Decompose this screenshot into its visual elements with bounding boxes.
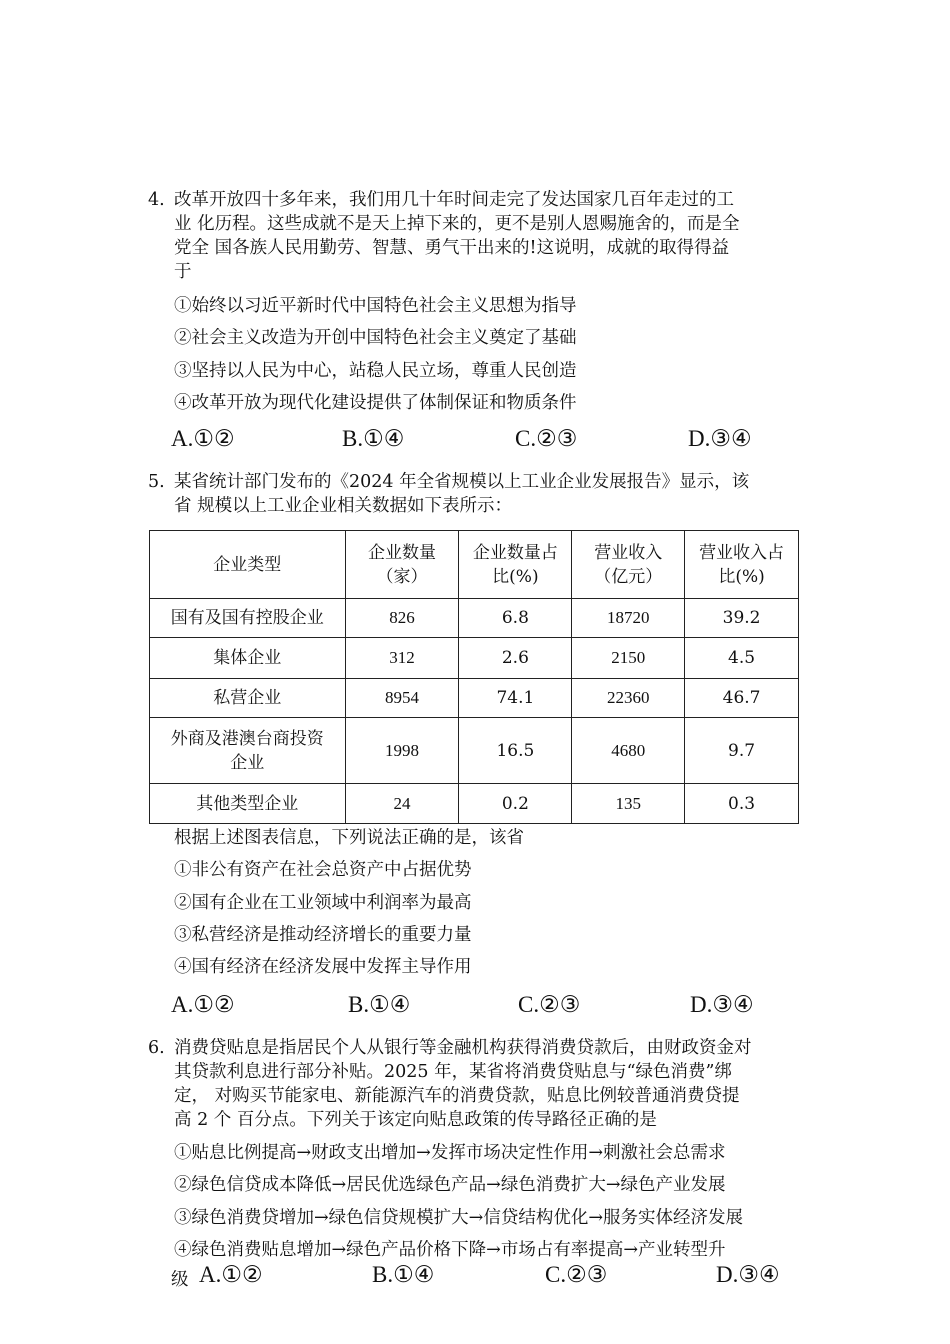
question-number: 4. [148, 190, 165, 210]
type-cell: 国有及国有控股企业 [150, 599, 346, 638]
count-cell: 826 [345, 599, 459, 638]
stem-line: 某省统计部门发布的《2024 年全省规模以上工业企业发展报告》显示，该 [174, 472, 750, 492]
stem-line: 消费贷贴息是指居民个人从银行等金融机构获得消费贷款后，由财政资金对 [174, 1038, 752, 1058]
choice-a[interactable]: A.①② [171, 992, 235, 1017]
stem-line: 其贷款利息进行部分补贴。2025 年，某省将消费贷贴息与“绿色消费”绑 [174, 1062, 732, 1082]
statement-4-wrap: 级 [171, 1270, 189, 1290]
count-pct-cell: 0.2 [459, 784, 572, 824]
statement-1: ①贴息比例提高→财政支出增加→发挥市场决定性作用→刺激社会总需求 [174, 1143, 726, 1163]
table-header-row [150, 531, 799, 599]
question-stem [174, 188, 808, 284]
header-cell: 企业类型 [150, 531, 346, 599]
revenue-pct-cell: 9.7 [685, 718, 799, 784]
enterprise-data-table [149, 530, 799, 824]
statement-1: ①非公有资产在社会总资产中占据优势 [174, 860, 472, 880]
statement-3: ③坚持以人民为中心，站稳人民立场，尊重人民创造 [174, 361, 577, 381]
header-cell: 营业收入占 比(%) [685, 531, 799, 599]
choice-b[interactable]: B.①④ [348, 992, 411, 1017]
count-cell: 24 [345, 784, 459, 824]
count-pct-cell: 16.5 [459, 718, 572, 784]
stem-line: 改革开放四十多年来，我们用几十年时间走完了发达国家几百年走过的工 [174, 190, 734, 210]
revenue-cell: 4680 [572, 718, 685, 784]
type-cell: 集体企业 [150, 638, 346, 679]
revenue-cell: 135 [572, 784, 685, 824]
revenue-cell: 2150 [572, 638, 685, 679]
choice-c[interactable]: C.②③ [518, 992, 581, 1017]
statement-3: ③私营经济是推动经济增长的重要力量 [174, 925, 472, 945]
question-6 [148, 1036, 808, 1132]
table-row [150, 599, 799, 638]
header-cell: 企业数量 （家） [345, 531, 459, 599]
choice-c[interactable]: C.②③ [515, 426, 578, 451]
choice-b[interactable]: B.①④ [372, 1262, 435, 1287]
statement-4: ④国有经济在经济发展中发挥主导作用 [174, 957, 472, 977]
statement-2: ②绿色信贷成本降低→居民优选绿色产品→绿色消费扩大→绿色产业发展 [174, 1175, 726, 1195]
question-prompt: 根据上述图表信息，下列说法正确的是，该省 [174, 828, 524, 848]
count-cell: 312 [345, 638, 459, 679]
stem-line: 党全 国各族人民用勤劳、智慧、勇气干出来的!这说明，成就的取得得益 [174, 238, 730, 258]
question-4 [148, 188, 808, 284]
statement-2: ②国有企业在工业领域中利润率为最高 [174, 893, 472, 913]
question-number: 5. [148, 472, 165, 492]
count-pct-cell: 6.8 [459, 599, 572, 638]
type-cell: 私营企业 [150, 679, 346, 718]
revenue-cell: 22360 [572, 679, 685, 718]
count-pct-cell: 74.1 [459, 679, 572, 718]
revenue-pct-cell: 46.7 [685, 679, 799, 718]
choice-c[interactable]: C.②③ [545, 1262, 608, 1287]
choice-b[interactable]: B.①④ [342, 426, 405, 451]
type-cell: 外商及港澳台商投资 企业 [150, 718, 346, 784]
count-cell: 8954 [345, 679, 459, 718]
statement-3: ③绿色消费贷增加→绿色信贷规模扩大→信贷结构优化→服务实体经济发展 [174, 1208, 743, 1228]
statement-2: ②社会主义改造为开创中国特色社会主义奠定了基础 [174, 328, 577, 348]
stem-line: 业 化历程。这些成就不是天上掉下来的，更不是别人恩赐施舍的，而是全 [174, 214, 740, 234]
choice-d[interactable]: D.③④ [688, 426, 752, 451]
revenue-pct-cell: 0.3 [685, 784, 799, 824]
choice-d[interactable]: D.③④ [716, 1262, 780, 1287]
choice-a[interactable]: A.①② [171, 426, 235, 451]
table-row [150, 718, 799, 784]
header-cell: 营业收入 （亿元） [572, 531, 685, 599]
choice-d[interactable]: D.③④ [690, 992, 754, 1017]
count-pct-cell: 2.6 [459, 638, 572, 679]
choice-a[interactable]: A.①② [199, 1262, 263, 1287]
question-stem [174, 1036, 808, 1132]
type-cell: 其他类型企业 [150, 784, 346, 824]
statement-4: ④改革开放为现代化建设提供了体制保证和物质条件 [174, 393, 577, 413]
revenue-cell: 18720 [572, 599, 685, 638]
question-5 [148, 470, 808, 518]
question-stem [174, 470, 808, 518]
statement-4: ④绿色消费贴息增加→绿色产品价格下降→市场占有率提高→产业转型升 [174, 1240, 726, 1260]
stem-line: 省 规模以上工业企业相关数据如下表所示： [174, 496, 513, 516]
revenue-pct-cell: 4.5 [685, 638, 799, 679]
statement-1: ①始终以习近平新时代中国特色社会主义思想为指导 [174, 296, 577, 316]
question-number: 6. [148, 1038, 165, 1058]
table-row [150, 638, 799, 679]
count-cell: 1998 [345, 718, 459, 784]
revenue-pct-cell: 39.2 [685, 599, 799, 638]
header-cell: 企业数量占 比(%) [459, 531, 572, 599]
stem-line: 于 [174, 262, 192, 282]
table-row [150, 784, 799, 824]
stem-line: 高 2 个 百分点。下列关于该定向贴息政策的传导路径正确的是 [174, 1110, 657, 1130]
table-row [150, 679, 799, 718]
stem-line: 定， 对购买节能家电、新能源汽车的消费贷款，贴息比例较普通消费贷提 [174, 1086, 740, 1106]
